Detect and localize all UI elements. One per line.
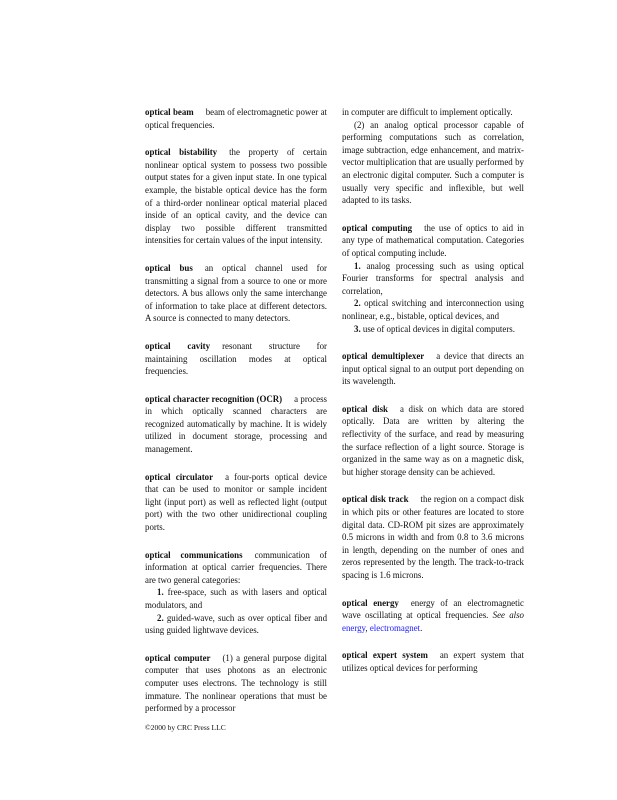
entry-optical-disk-track [342,493,524,581]
entry-optical-computer [145,652,327,715]
term: optical computing [342,222,413,233]
entry-optical-computing [342,222,524,335]
list-item [342,297,524,322]
definition: communication of information at optical carrier frequencies. There are two general categories: [145,549,327,585]
list-text: free-space, such as with lasers and optical modulators, and [145,587,327,610]
cross-reference-link[interactable]: electromagnet [369,622,421,633]
list-item [145,586,327,611]
list-item [342,323,524,336]
list-text: guided-wave, such as over optical fiber and using guided lightwave devices. [145,612,328,636]
entry-optical-circulator [145,471,327,534]
definition: (1) a general purpose digital computer that uses photons as an electronic computer uses electrons. The technology is still immature. The nonlinear operations that must be performed by a processor [145,652,327,714]
term: optical beam [145,107,194,117]
definition: resonant structure for maintaining oscillation modes at optical frequencies. [145,340,328,377]
entry-optical-communications [145,549,327,637]
term: optical disk [342,403,388,414]
list-number: 3. [354,323,361,334]
term: optical bus [145,262,193,273]
definition: an optical channel used for transmitting a signal from a source to one or more detectors. A bus allows only the same interchange of information to take place at different detectors. A source is connected to many detectors. [145,262,327,324]
list-number: 2. [354,298,361,309]
cross-reference-end: . [420,622,423,633]
list-item [145,612,327,637]
entry-optical-computer-continued [342,106,524,207]
term: optical bistability [145,147,218,158]
list-number: 2. [157,612,164,623]
definition: an expert system that utilizes optical devices for performing [342,650,524,673]
definition: a process in which optically scanned characters are recognized automatically by machine. It is widely utilized in document storage, processing and management. [145,393,327,455]
entry-optical-beam [145,106,327,131]
entry-optical-disk [342,403,524,479]
entry-optical-demultiplexer [342,350,524,388]
definition: beam of electromagnetic power at optical frequencies. [145,107,327,130]
term: optical disk track [342,494,409,505]
left-column [145,106,327,730]
cross-reference-link[interactable]: energy [342,622,366,633]
list-text: use of optical devices in digital computers. [362,323,515,334]
see-also-label: See also [492,610,524,621]
list-item [342,260,524,298]
entry-optical-bistability [145,146,327,247]
right-column [342,106,524,690]
copyright-footer: ©2000 by CRC Press LLC [145,723,226,732]
term: optical cavity [145,340,211,351]
entry-optical-energy [342,597,524,635]
definition: the property of certain nonlinear optical system to possess two possible output states for a given input state. In one typical example, the bistable optical device has the form of a third-order nonlinear optical material placed inside of an optical cavity, and the device can display two possible different transmitted intensities for certain values of the input intensity. [145,147,327,246]
term: optical circulator [145,471,214,482]
entry-optical-expert-system [342,649,524,674]
definition: energy of an electromagnetic wave oscillating at optical frequencies. [342,597,524,621]
term: optical energy [342,597,399,608]
entry-optical-bus [145,262,327,325]
cross-reference-separator: , [365,622,370,633]
continuation-text: in computer are difficult to implement optically. [342,107,513,117]
term: optical communications [145,549,243,560]
entry-optical-cavity [145,340,327,378]
list-text: analog processing such as using optical Fourier transforms for spectral analysis and correlation, [342,260,524,296]
definition-part-2: (2) an analog optical processor capable of performing computations such as correlation, image subtraction, edge enhancement, and matrix-vector multiplication that are usually performed by an electronic digital computer. Such a computer is usually very specific and inflexible, but well adapted to its tasks. [342,119,524,206]
definition: a disk on which data are stored optically. Data are written by altering the reflectivity of the surface, and read by measuring the surface reflection of a light source. Storage is organized in the same way as on a magnetic disk, but higher storage density can be achieved. [342,403,524,477]
definition: the region on a compact disk in which pits or other features are located to store digital data. CD-ROM pit sizes are approximately 0.5 microns in width and from 0.8 to 3.6 microns in length, depending on the number of ones and zeros represented by the length. The track-to-track spacing is 1.6 microns. [342,494,524,580]
list-number: 1. [157,587,164,598]
definition: a four-ports optical device that can be used to monitor or sample incident light (input port) as well as reflected light (output port) with the two other unidirectional coupling ports. [145,471,327,533]
term: optical expert system [342,650,428,661]
list-number: 1. [354,260,361,271]
term: optical character recognition (OCR) [145,393,283,404]
entry-optical-character-recognition [145,393,327,456]
definition: a device that directs an input optical signal to an output port depending on its wavelength. [342,351,524,387]
term: optical computer [145,652,211,663]
definition: the use of optics to aid in any type of mathematical computation. Categories of optical computing include. [342,222,524,258]
list-text: optical switching and interconnection using nonlinear, e.g., bistable, optical devices, and [342,298,524,321]
term: optical demultiplexer [342,351,425,362]
